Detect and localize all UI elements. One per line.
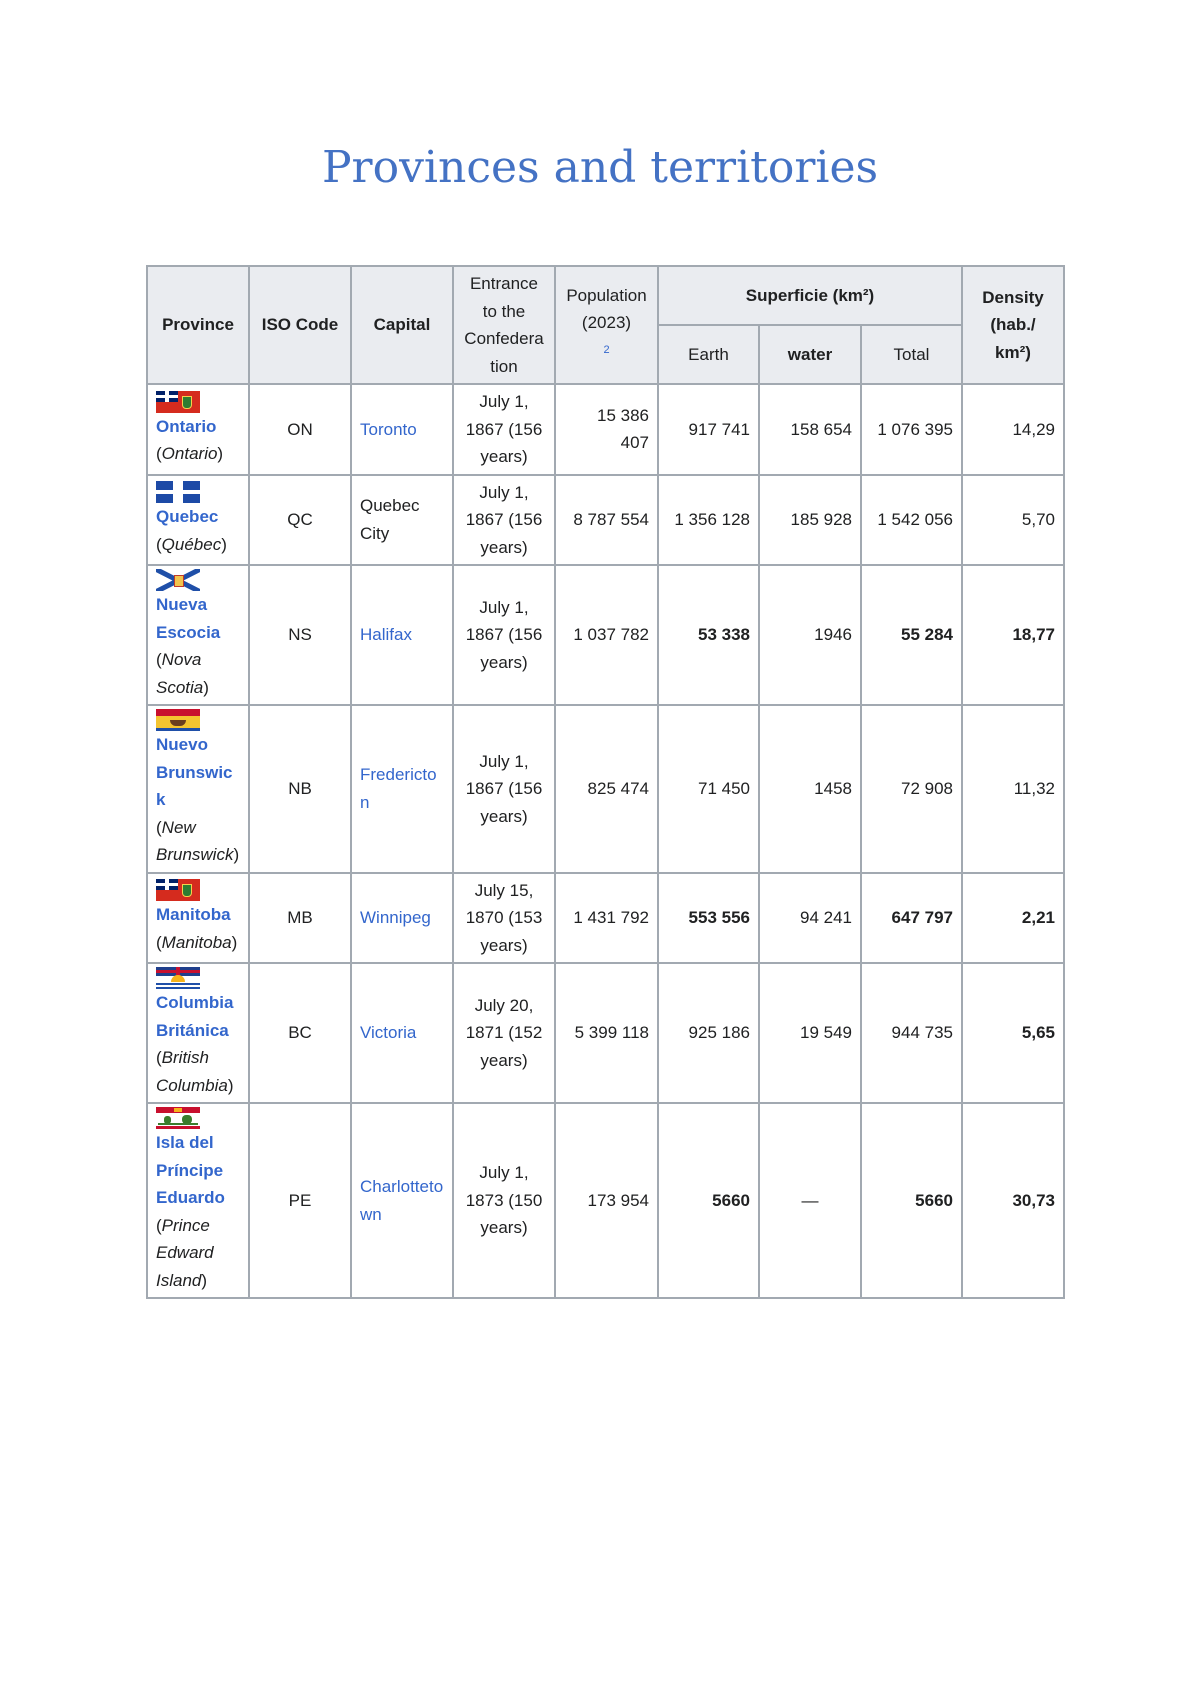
density-cell: 11,32 [962, 705, 1064, 873]
province-native-name: New Brunswick [156, 817, 234, 864]
new-brunswick-flag-icon[interactable] [156, 709, 200, 731]
province-link[interactable]: Nuevo Brunswick [156, 735, 233, 809]
water-cell: 19 549 [759, 963, 861, 1103]
entrance-cell: July 20, 1871 (152 years) [453, 963, 555, 1103]
density-cell: 5,70 [962, 475, 1064, 566]
water-cell: 1458 [759, 705, 861, 873]
header-row [147, 266, 1064, 325]
province-native-name: Prince Edward Island [156, 1215, 214, 1290]
province-cell: Ontario (Ontario) [147, 384, 249, 475]
province-cell: Isla del Príncipe Eduardo (Prince Edward Island) [147, 1103, 249, 1298]
entrance-cell: July 1, 1873 (150 years) [453, 1103, 555, 1298]
province-link[interactable]: Isla del Príncipe Eduardo [156, 1133, 225, 1207]
iso-cell: ON [249, 384, 351, 475]
province-link[interactable]: Quebec [156, 507, 219, 527]
earth-cell: 71 450 [658, 705, 759, 873]
density-cell: 5,65 [962, 963, 1064, 1103]
province-cell: Manitoba (Manitoba) [147, 873, 249, 964]
header-entrance[interactable]: Entrance to the Confederation [453, 266, 555, 384]
population-cell: 1 037 782 [555, 565, 658, 705]
pei-flag-icon[interactable] [156, 1107, 200, 1129]
table-row [147, 705, 1064, 873]
density-cell: 18,77 [962, 565, 1064, 705]
table-row [147, 384, 1064, 475]
capital-link[interactable]: Fredericton [360, 765, 437, 812]
ontario-flag-icon[interactable] [156, 391, 200, 413]
total-cell: 1 076 395 [861, 384, 962, 475]
entrance-cell: July 1, 1867 (156 years) [453, 475, 555, 566]
nova-scotia-flag-icon[interactable] [156, 569, 200, 591]
population-cell: 15 386 407 [555, 384, 658, 475]
population-cell: 5 399 118 [555, 963, 658, 1103]
province-link[interactable]: Manitoba [156, 905, 231, 925]
earth-cell: 1 356 128 [658, 475, 759, 566]
density-cell: 14,29 [962, 384, 1064, 475]
header-superficie: Superficie (km²) [658, 266, 962, 325]
total-cell: 72 908 [861, 705, 962, 873]
entrance-cell: July 15, 1870 (153 years) [453, 873, 555, 964]
total-cell: 944 735 [861, 963, 962, 1103]
earth-cell: 925 186 [658, 963, 759, 1103]
header-earth[interactable]: Earth [658, 325, 759, 384]
water-cell: — [759, 1103, 861, 1298]
province-link[interactable]: Nueva Escocia [156, 595, 221, 642]
header-capital[interactable]: Capital [351, 266, 453, 384]
province-link[interactable]: Ontario [156, 416, 217, 436]
province-native-name: Nova Scotia [156, 650, 204, 697]
province-link[interactable]: Columbia Británica [156, 993, 234, 1040]
capital-cell [351, 384, 453, 475]
province-cell: Quebec (Québec) [147, 475, 249, 566]
table-row [147, 565, 1064, 705]
table-row [147, 963, 1064, 1103]
iso-cell: MB [249, 873, 351, 964]
manitoba-flag-icon[interactable] [156, 879, 200, 901]
header-province[interactable]: Province [147, 266, 249, 384]
province-cell: Nueva Escocia (Nova Scotia) [147, 565, 249, 705]
total-cell: 5660 [861, 1103, 962, 1298]
capital-cell [351, 705, 453, 873]
iso-cell: NB [249, 705, 351, 873]
capital-cell: Quebec City [351, 475, 453, 566]
total-cell: 55 284 [861, 565, 962, 705]
header-iso-code[interactable]: ISO Code [249, 266, 351, 384]
population-reference-link[interactable]: 2 [603, 343, 610, 356]
provinces-table [146, 265, 1065, 1299]
water-cell: 94 241 [759, 873, 861, 964]
province-native-name: Québec [161, 534, 222, 554]
british-columbia-flag-icon[interactable] [156, 967, 200, 989]
population-cell: 825 474 [555, 705, 658, 873]
earth-cell: 553 556 [658, 873, 759, 964]
density-cell: 2,21 [962, 873, 1064, 964]
population-cell: 8 787 554 [555, 475, 658, 566]
province-native-name: Manitoba [161, 932, 232, 952]
total-cell: 647 797 [861, 873, 962, 964]
province-cell: Columbia Británica (British Columbia) [147, 963, 249, 1103]
capital-link[interactable]: Winnipeg [360, 908, 431, 927]
earth-cell: 917 741 [658, 384, 759, 475]
entrance-cell: July 1, 1867 (156 years) [453, 705, 555, 873]
header-total[interactable]: Total [861, 325, 962, 384]
page-title: Provinces and territories [321, 142, 879, 193]
earth-cell: 53 338 [658, 565, 759, 705]
header-population[interactable] [555, 266, 658, 384]
capital-cell [351, 565, 453, 705]
iso-cell: PE [249, 1103, 351, 1298]
capital-cell [351, 963, 453, 1103]
table-row [147, 475, 1064, 566]
entrance-cell: July 1, 1867 (156 years) [453, 565, 555, 705]
capital-link[interactable]: Charlottetown [360, 1177, 444, 1224]
iso-cell: BC [249, 963, 351, 1103]
quebec-flag-icon[interactable] [156, 481, 200, 503]
table-row [147, 1103, 1064, 1298]
total-cell: 1 542 056 [861, 475, 962, 566]
capital-cell [351, 1103, 453, 1298]
iso-cell: NS [249, 565, 351, 705]
population-cell: 173 954 [555, 1103, 658, 1298]
capital-cell [351, 873, 453, 964]
water-cell: 158 654 [759, 384, 861, 475]
entrance-cell: July 1, 1867 (156 years) [453, 384, 555, 475]
water-cell: 1946 [759, 565, 861, 705]
header-density[interactable]: Density (hab./ km²) [962, 266, 1064, 384]
capital-link[interactable]: Halifax [360, 625, 412, 645]
density-cell: 30,73 [962, 1103, 1064, 1298]
water-cell: 185 928 [759, 475, 861, 566]
table-row [147, 873, 1064, 964]
province-native-name: Ontario [161, 444, 218, 464]
earth-cell: 5660 [658, 1103, 759, 1298]
header-water[interactable]: water [759, 325, 861, 384]
capital-link[interactable]: Victoria [360, 1023, 417, 1043]
population-cell: 1 431 792 [555, 873, 658, 964]
province-cell: Nuevo Brunswick (New Brunswick) [147, 705, 249, 873]
iso-cell: QC [249, 475, 351, 566]
province-native-name: British Columbia [156, 1048, 228, 1095]
capital-link[interactable]: Toronto [360, 419, 417, 439]
header-population-label: Population (2023) [566, 285, 647, 333]
